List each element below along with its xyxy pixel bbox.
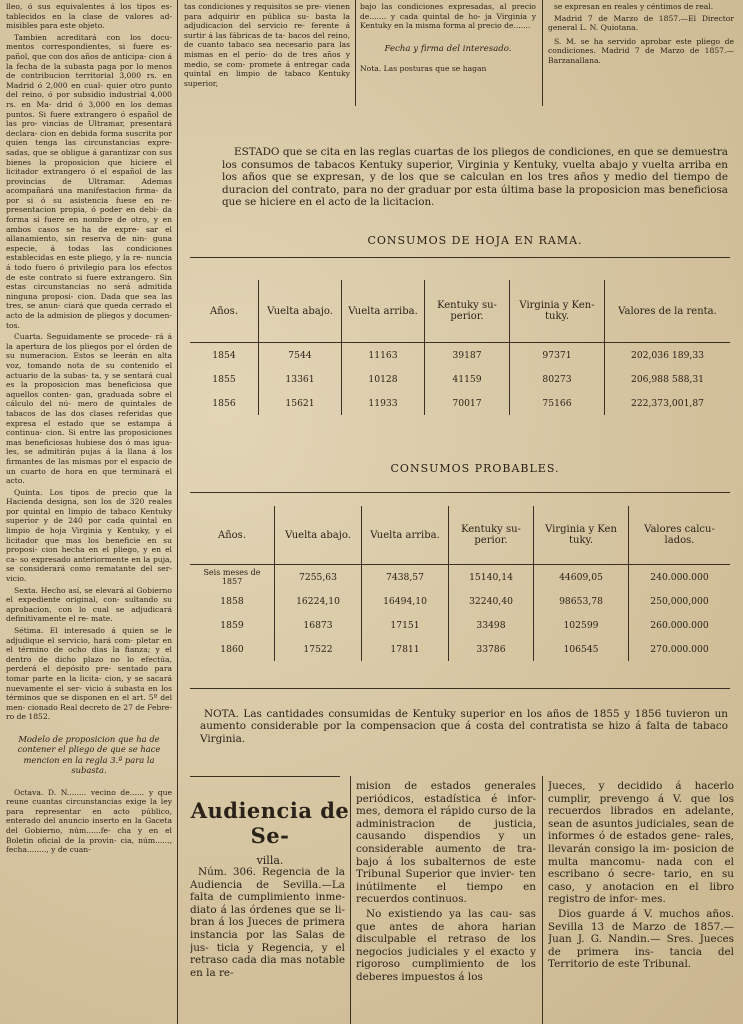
table2-col-virginia: Virginia y Ken tuky. bbox=[534, 506, 629, 565]
left-column-divider bbox=[177, 0, 178, 1024]
table1-cell: 75166 bbox=[510, 391, 605, 415]
top-col-4-text: se expresan en reales y céntimos de real. bbox=[554, 2, 714, 11]
table2-bottom-rule bbox=[190, 688, 730, 689]
table1-title: CONSUMOS DE HOJA EN RAMA. bbox=[367, 234, 583, 247]
table2-cell: 17151 bbox=[362, 613, 449, 637]
table1-cell: 11933 bbox=[342, 391, 425, 415]
top-col-2 bbox=[184, 2, 350, 102]
table2-title: CONSUMOS PROBABLES. bbox=[390, 462, 560, 475]
left-para-3: Cuarta. Seguidamente se procede- rá á la apertura de los pliegos por el órden de su numeracion. Estos se leerán en alta voz, tomando nota de su contenido el actuario de la subas- ta, y se sentará cual es la proposicion mas beneficiosa que aquellos conten- gan, graduada sobre el cálculo del nú- mero de quintales de tabacos de las dos clases referidas que expresa el estado que se estampa á continua- cion. Si entre las proposiciones mas beneficiosas hubiese dos ó mas igua- les, se admitirán pujas á la llana á los firmantes de las mismas por el espacio de un cuarto de hora en que terminará el acto. bbox=[6, 332, 172, 486]
left-column bbox=[6, 2, 172, 1020]
table1-header-row bbox=[190, 280, 730, 343]
table1-cell: 41159 bbox=[425, 367, 510, 391]
audiencia-title-line2: villa. bbox=[256, 854, 284, 867]
audiencia-col-2b-text: No existiendo ya las cau- sas que antes de ahora harian disculpable el retraso de los negocios judiciales y el exacto y rigoroso cumplimiento de los deberes impuestos á los bbox=[356, 907, 536, 983]
table1-cell: 7544 bbox=[259, 343, 342, 368]
table2-cell: 33498 bbox=[449, 613, 534, 637]
left-para-6: Sétima. El interesado á quien se le adjudique el servicio, hará com- pletar en el término de ocho dias la fianza; y el dentro de dicho plazo no lo efectúa, perderá el depósito pre- sentado para tomar parte en la licita- cion, y se sacará nuevamente el ser- vicio á subasta en los términos que se disponen en el art. 5º del men- cionado Real decreto de 27 de Febre- ro de 1852. bbox=[6, 626, 172, 722]
table2-header-row bbox=[190, 506, 730, 565]
table2-cell: 240.000.000 bbox=[629, 565, 731, 590]
table1-cell: 222,373,001,87 bbox=[605, 391, 731, 415]
table2-cell: 16224,10 bbox=[275, 589, 362, 613]
table1-wrapper bbox=[190, 280, 730, 415]
audiencia-title bbox=[190, 798, 350, 867]
model-heading: Modelo de proposicion que ha de contener el pliego de que se hace mencion en la regla 3.ª para la subasta. bbox=[17, 733, 161, 776]
table2-cell: 106545 bbox=[534, 637, 629, 661]
table2-wrapper bbox=[190, 506, 730, 661]
table2-cell: 102599 bbox=[534, 613, 629, 637]
audiencia-divider-1 bbox=[350, 776, 351, 1024]
table1-cell: 13361 bbox=[259, 367, 342, 391]
table1-col-vuelta-arriba: Vuelta arriba. bbox=[342, 280, 425, 343]
audiencia-col-3 bbox=[548, 780, 734, 1020]
table2-cell: 33786 bbox=[449, 637, 534, 661]
table2-col-vuelta-abajo: Vuelta abajo. bbox=[275, 506, 362, 565]
table-row bbox=[190, 637, 730, 661]
audiencia-title-line1: Audiencia de Se- bbox=[190, 798, 350, 848]
top-col-4 bbox=[548, 2, 734, 106]
table2-col-valores: Valores calcu- lados. bbox=[629, 506, 731, 565]
table2-cell: 17522 bbox=[275, 637, 362, 661]
table2-cell: 32240,40 bbox=[449, 589, 534, 613]
table1-col-valores: Valores de la renta. bbox=[605, 280, 731, 343]
top-col-3 bbox=[360, 2, 536, 106]
table2-cell: 1860 bbox=[220, 643, 244, 655]
left-para-2: Tambien acreditará con los docu- mentos correspondientes, si fuere es- pañol, que con dos años de anticipa- cion á la fecha de la subasta paga por lo menos de contribucion territorial 3,000 rs. en Madrid ó 2,000 en cual- quier otro punto del reino, ó por subsidio industrial 4,000 rs. en Ma- drid ó 3,000 en los demas puntos. Si fuere extrangero ó español de las pro- vincias de Ultramar, presentará declara- cion en debida forma suscrita por quien tenga las circunstancias expre- sadas, que se obligue á garantizar con sus bienes la proposicion que hiciere el licitador extrangero ó el español de las provincias de Ultramar. Ademas acompañará una manifestacion firma- da por si ó su asistencia fuese en re- presentacion propia, ó poder en debi- da forma si fuere en nombre de otro, y en ambos casos se ha de expre- sar el allanamiento, sin reserva de nin- guna especie, á todas las condiciones establecidas en este pliego, y la re- nuncia á todo fuero ó privilegio para los efectos de este contrato si fuere extrangero. Sin estas circunstancias no será admitida ninguna proposi- cion. Dada que sea las tres, se anun- ciará que queda cerrado el acto de la admision de pliegos y documen- tos. bbox=[6, 32, 172, 330]
table2-cell: 16494,10 bbox=[362, 589, 449, 613]
table1-cell: 10128 bbox=[342, 367, 425, 391]
table1-cell: 39187 bbox=[425, 343, 510, 368]
table-row bbox=[190, 367, 730, 391]
table2-cell: 15140,14 bbox=[449, 565, 534, 590]
table1-cell: 1856 bbox=[212, 397, 236, 409]
approval-note: S. M. se ha servido aprobar este pliego de condiciones. Madrid 7 de Marzo de 1857.—Barzanallana. bbox=[548, 36, 734, 65]
table1-cell: 80273 bbox=[510, 367, 605, 391]
audiencia-divider-2 bbox=[542, 776, 543, 1024]
audiencia-top-rule bbox=[190, 776, 340, 777]
audiencia-col-3b-text: Dios guarde á V. muchos años. Sevilla 13 de Marzo de 1857.—Juan J. G. Nandin.— Sres. Jueces de primera ins- tancia del Territorio de este Tribunal. bbox=[548, 907, 734, 971]
table1-cell: 1855 bbox=[212, 373, 236, 385]
table1-cell: 11163 bbox=[342, 343, 425, 368]
estado-text: ESTADO que se cita en las reglas cuartas de los pliegos de condiciones, en que se demuestra los consumos de tabacos Kentuky superior, Virginia y Kentuky, vuelta abajo y vuelta arriba en los años que se expresan, y de los que se calculan en los tres años y medio del tiempo de duracion del contrato, para no der graduar por esta última base la proposicion mas beneficiosa que se hiciere en el acto de la licitacion. bbox=[222, 146, 728, 209]
top-col-3-nota: Nota. Las posturas que se hagan bbox=[360, 64, 487, 74]
table2-cell: 250,000,000 bbox=[629, 589, 731, 613]
table-row bbox=[190, 565, 730, 590]
top-col-2-text: tas condiciones y requisitos se pre- vienen para adquirir en pública su- basta la adjudicacion del servicio re- ferente á surtir á las fábricas de ta- bacos del reino, de cuanto tabaco sea necesario para las mismas en el perío- do de tres años y medio, se com- promete á entregar cada quintal en limpio de tabaco Kentuky superior, bbox=[184, 2, 350, 88]
top-col-3-text: bajo las condiciones expresadas, al precio de....... y cada quintal de ho- ja Virginia y Kentuky en la misma forma al precio de....... bbox=[360, 2, 536, 31]
table2-cell: 7255,63 bbox=[275, 565, 362, 590]
audiencia-col-2 bbox=[356, 780, 536, 1020]
table2-cell: 270.000.000 bbox=[629, 637, 731, 661]
table-row bbox=[190, 343, 730, 368]
table1-cell: 206,988 588,31 bbox=[605, 367, 731, 391]
table2-cell: 7438,57 bbox=[362, 565, 449, 590]
director-dateline: Madrid 7 de Marzo de 1857.—El Director general L. N. Quiotana. bbox=[548, 13, 734, 33]
table2-col-kentuky: Kentuky su- perior. bbox=[449, 506, 534, 565]
table1-cell: 202,036 189,33 bbox=[605, 343, 731, 368]
audiencia-col-3a-text: Jueces, y decidido á hacerlo cumplir, prevengo á V. que los recuerdos librados en adelante, sean de asuntos judiciales, sean de informes ó de estados gene- rales, llevarán consigo la im- posicion de multa mancomu- nada con el escribano ó secre- tario, en su caso, y anotacion en el libro registro de infor- mes. bbox=[548, 780, 734, 906]
table1-col-vuelta-abajo: Vuelta abajo. bbox=[259, 280, 342, 343]
octava-paragraph: Octava. D. N........ vecino de...... y que reune cuantas circunstancias exige la ley para representar en acto público, enterado del anuncio inserto en la Gaceta del Gobierno, núm......fe- cha y en el Boletin oficial de la provin- cia, núm......, fecha........, y de cuan- bbox=[6, 787, 172, 855]
table2-cell: 44609,05 bbox=[534, 565, 629, 590]
table1-col-anos: Años. bbox=[210, 305, 238, 317]
audiencia-col-1-text: Núm. 306. Regencia de la Audiencia de Sevilla.—La falta de cumplimiento inme- diato á las órdenes que se li- bran á los Jueces de primera instancia por las Salas de jus- ticia y Regencia, y el retraso cada dia mas notable en la re- bbox=[190, 866, 345, 979]
table-row bbox=[190, 613, 730, 637]
table2-cell: Seis meses de 1857 bbox=[203, 568, 261, 586]
left-para-1: lleo, ó sus equivalentes á los tipos es- tablecidos en la clase de valores ad- misibles para este objeto. bbox=[6, 2, 172, 31]
table1-cell: 97371 bbox=[510, 343, 605, 368]
top-divider-2 bbox=[542, 0, 543, 106]
top-divider-1 bbox=[355, 0, 356, 106]
table2-cell: 260.000.000 bbox=[629, 613, 731, 637]
audiencia-col-2a-text: mision de estados generales periódicos, estadística é infor- mes, demora el rápido curso de la administracion de justicia, causando dispendios y un considerable aumento de tra- bajo á los subalternos de este Tribunal Superior que invier- ten inútilmente el tiempo en recuerdos continuos. bbox=[356, 780, 536, 906]
left-para-4: Quinta. Los tipos de precio que la Hacienda designa, son los de 320 reales por quintal en limpio de tabaco Kentuky superior y de 240 por cada quintal en limpio de hoja Virginia y Kentuky, y el licitador que mas los beneficie en su proposi- cion hecha en el pliego, y en el ca- so expresado anteriormente en la puja, se considerará como rematante del ser- vicio. bbox=[6, 487, 172, 584]
table2-top-rule bbox=[190, 492, 730, 493]
table1-cell: 1854 bbox=[212, 349, 236, 361]
table-row bbox=[190, 589, 730, 613]
nota-block bbox=[200, 708, 728, 747]
signature-line: Fecha y firma del interesado. bbox=[384, 43, 512, 54]
table1-col-virginia: Virginia y Ken- tuky. bbox=[510, 280, 605, 343]
left-para-5: Sexta. Hecho así, se elevará al Gobierno el expediente original, con- sultando su aprobacion, con lo cual se adjudicará definitivamente el re- mate. bbox=[6, 585, 172, 624]
audiencia-col-1 bbox=[190, 866, 345, 1016]
table1-col-kentuky: Kentuky su- perior. bbox=[425, 280, 510, 343]
probables-table bbox=[190, 506, 730, 661]
table1-cell: 15621 bbox=[259, 391, 342, 415]
table2-cell: 1859 bbox=[220, 619, 244, 631]
table2-cell: 16873 bbox=[275, 613, 362, 637]
table2-col-anos: Años. bbox=[218, 529, 246, 541]
table2-cell: 98653,78 bbox=[534, 589, 629, 613]
table2-col-vuelta-arriba: Vuelta arriba. bbox=[362, 506, 449, 565]
table2-cell: 17811 bbox=[362, 637, 449, 661]
consumos-table bbox=[190, 280, 730, 415]
estado-intro bbox=[222, 146, 728, 211]
table1-top-rule bbox=[190, 257, 730, 258]
table-row bbox=[190, 391, 730, 415]
table2-cell: 1858 bbox=[220, 595, 244, 607]
table1-cell: 70017 bbox=[425, 391, 510, 415]
nota-text: NOTA. Las cantidades consumidas de Kentuky superior en los años de 1855 y 1856 tuvieron un aumento considerable por la compensacion que á costa del contratista se hizo á falta de tabaco Virginia. bbox=[200, 708, 728, 745]
